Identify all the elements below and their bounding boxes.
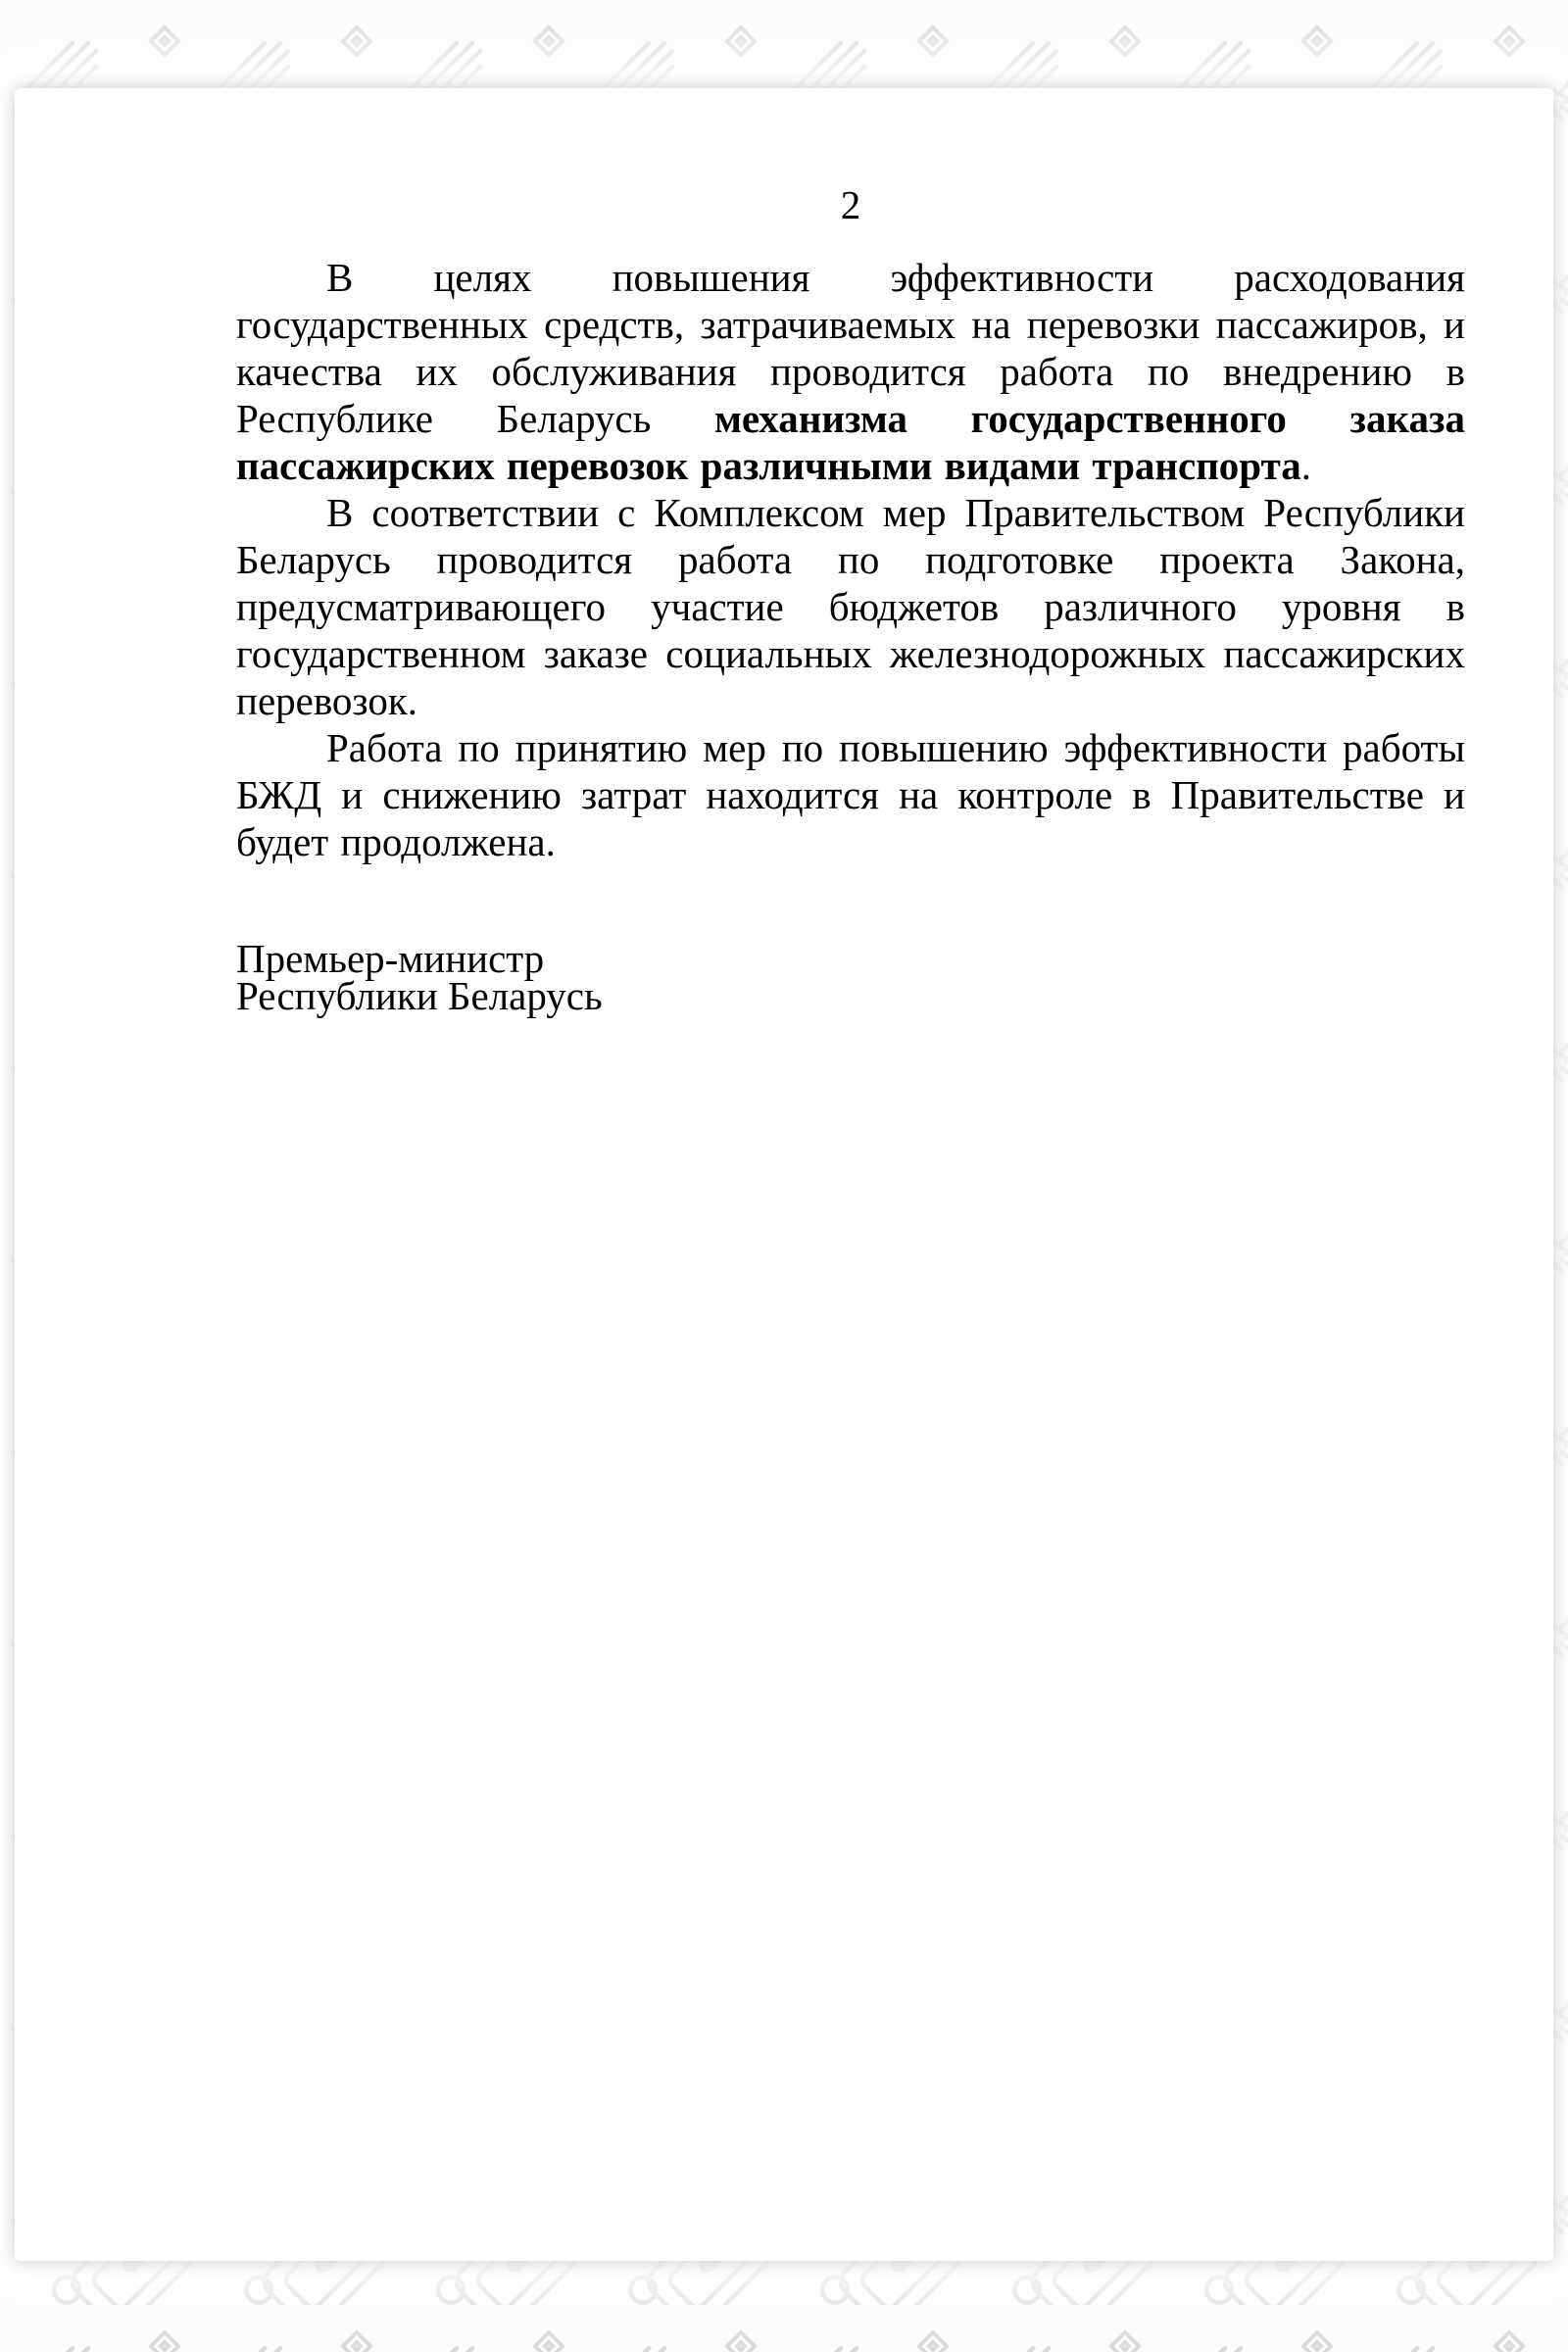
document-page xyxy=(15,88,1553,2261)
paragraph-3: Работа по принятию мер по повышению эффективности работы БЖД и снижению затрат находится на контроле в Правительстве и будет продолжена. xyxy=(236,725,1465,864)
signature-organization: Республики Беларусь xyxy=(236,973,603,1018)
signature-block xyxy=(236,936,1465,1018)
document-body xyxy=(236,254,1465,1018)
paragraph-1-bold-phrase: механизма государственного заказа пассажирских перевозок различными видами транспорта xyxy=(236,396,1465,488)
paragraph-1 xyxy=(236,254,1465,489)
paragraph-1-tail: . xyxy=(1300,443,1311,488)
paragraph-1-lead: В целях повышения эффективности расходования государственных средств, затрачиваемых на перевозки пассажиров, и качества их обслуживания проводится работа по внедрению в Республике Беларусь xyxy=(236,255,1465,441)
page-number: 2 xyxy=(840,182,861,227)
signature-post: Премьер-министр xyxy=(236,936,545,981)
paragraph-2: В соответствии с Комплексом мер Правительством Республики Беларусь проводится работа по подготовке проекта Закона, предусматривающего участие бюджетов различного уровня в государственном заказе социальных железнодорожных пассажирских перевозок. xyxy=(236,490,1465,723)
